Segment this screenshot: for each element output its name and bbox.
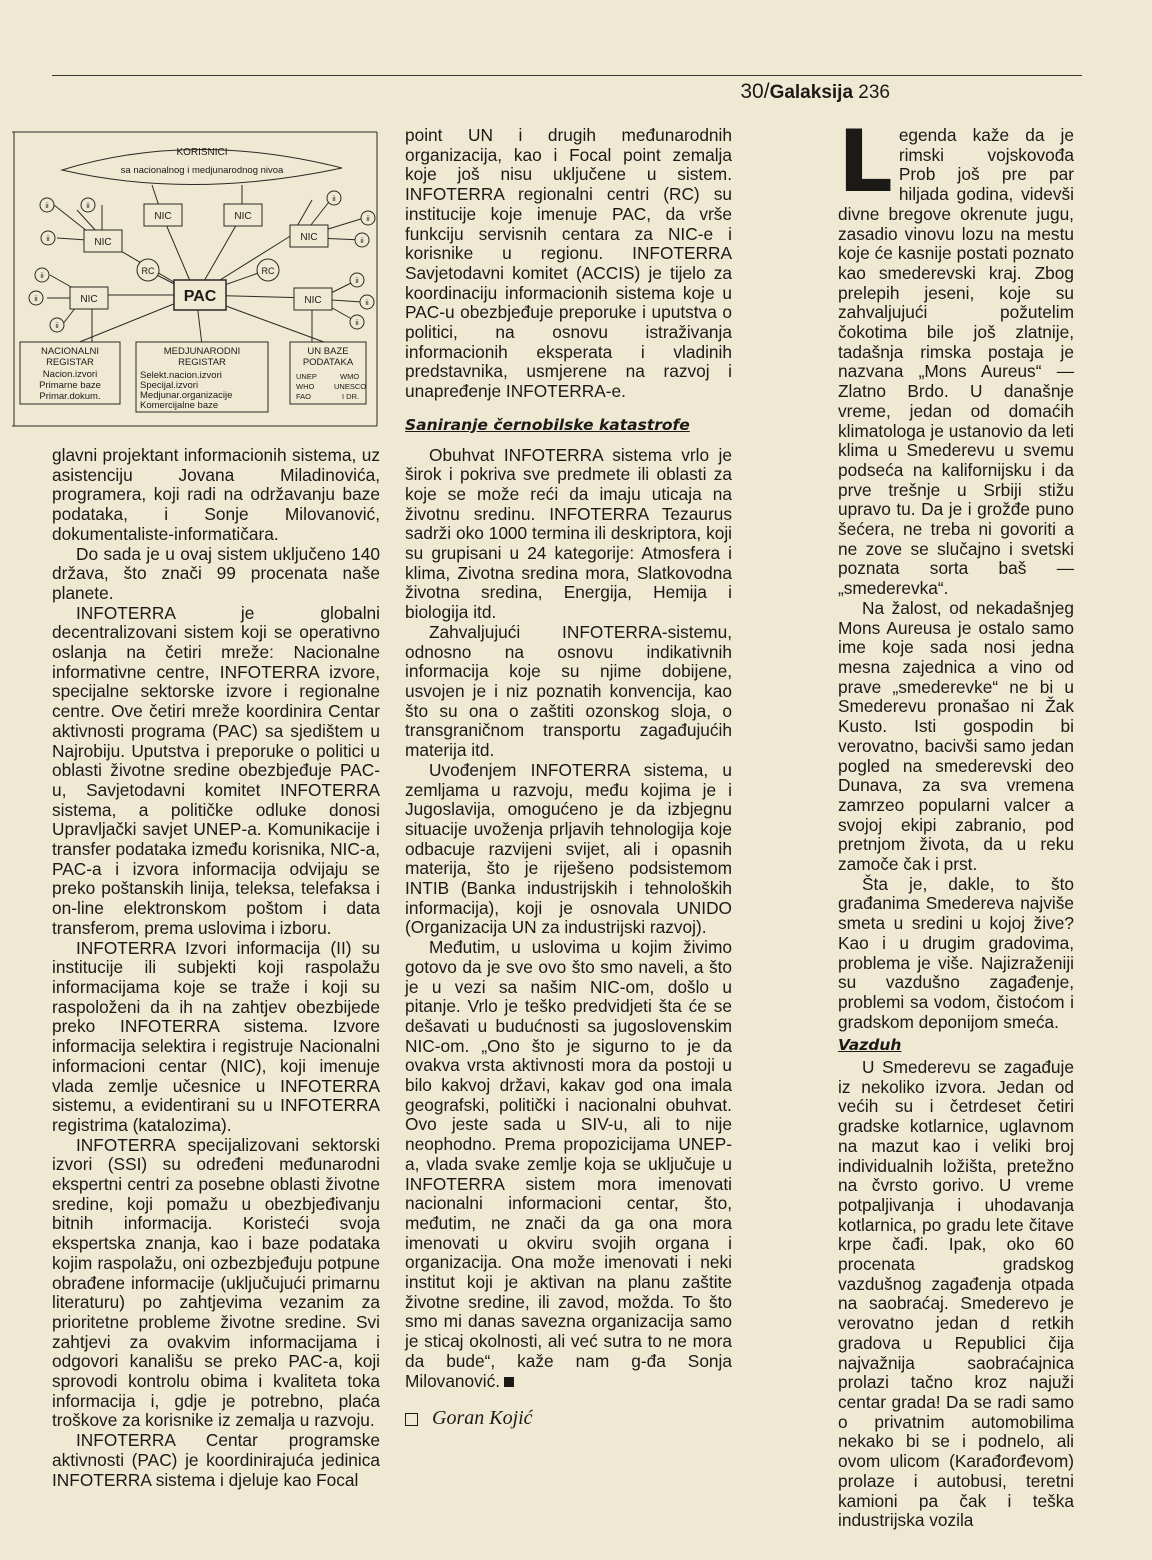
international-registry-item: Medjunar.organizacije — [140, 390, 233, 401]
ii-node: ii — [355, 276, 359, 285]
ii-node: ii — [40, 271, 44, 280]
section-subheading: Vazduh — [838, 1036, 902, 1055]
diagram-users-sub: sa nacionalnog i medjunarodnog nivoa — [120, 165, 284, 176]
un-org: FAO — [296, 392, 312, 401]
page-header — [740, 80, 890, 104]
ii-node: ii — [45, 201, 49, 210]
article-column-3 — [838, 112, 1074, 1531]
paragraph: Do sada je u ovaj sistem uključeno 140 država, što znači 99 procenata naše planete. — [52, 543, 380, 603]
paragraph: glavni projektant informacionih sistema, uz asistenciju Jovana Miladinovića, programera, koji radi na održavanju baze podataka, i Sonje Milovanović, dokumentaliste-informatičara. — [52, 445, 380, 544]
rc-node: RC — [141, 266, 155, 276]
un-org: WHO — [296, 382, 315, 391]
un-databases-title: PODATAKA — [302, 357, 354, 368]
author-name: Goran Kojić — [432, 1407, 533, 1430]
national-registry-title: NACIONALNI — [40, 346, 100, 357]
ii-node: ii — [366, 214, 370, 223]
ii-node: ii — [46, 234, 50, 243]
rc-node: RC — [261, 266, 275, 276]
international-registry-item: Specijal.izvori — [140, 380, 199, 391]
un-org: WMO — [340, 372, 360, 381]
national-registry-item: Nacion.izvori — [42, 369, 98, 380]
infoterra-network-diagram — [12, 130, 382, 430]
byline — [405, 1409, 732, 1429]
nic-node: NIC — [234, 211, 252, 222]
ii-node: ii — [355, 318, 359, 327]
un-org: I DR. — [342, 392, 360, 401]
nic-node: NIC — [94, 237, 112, 248]
box-icon — [405, 1413, 418, 1426]
issue-number: 236 — [858, 82, 890, 103]
end-of-article-mark — [504, 1377, 514, 1387]
national-registry-item: Primar.dokum. — [39, 391, 101, 402]
ii-node: ii — [55, 321, 59, 330]
national-registry-title: REGISTAR — [46, 357, 94, 368]
paragraph — [838, 112, 1074, 599]
paragraph: Šta je, dakle, to što građanima Smedereva najviše smeta u sredini u kojoj žive? Kao i u drugim gradovima, problema je više. Najizraženiji su vazdušno zagađenje, problemi sa vodom, čistoćom i gradskom deponijom smeća. — [838, 873, 1074, 1032]
paragraph: INFOTERRA specijalizovani sektorski izvori (SSI) su određeni međunarodni ekspertni centri za posebne oblasti životne sredine, koji pomažu u obezbjeđivanju bitnih informacija. Koristeći svoja ekspertska znanja, kao i baze podataka kojim raspolažu, oni ozbezbjeđuju potpune obrađene informacije (uključujući primarnu literaturu) po zahtjevima vezanim za prioritetne probleme životne sredine. Svi zahtjevi za ovakvim informacijama i odgovori kanališu se preko PAC-a, koji sprovodi kontrolu obima i kvaliteta toka informacija i, gdje je potrebno, plaća troškove za korisnike iz zemalja u razvoju. — [52, 1134, 380, 1431]
top-rule — [52, 75, 1082, 76]
ii-node: ii — [332, 194, 336, 203]
paragraph: point UN i drugih međunarodnih organizacija, kao i Focal point zemalja koje još nisu uključene u sistem. INFOTERRA regionalni centri (RC) su institucije koje imenuje PAC, da vrše funkciju servisnih centara za NIC-e i korisnike u regionu. INFOTERRA Savjetodavni komitet (ACCIS) je tijelo za koordinaciju informacionih sistema koje u PAC-u obezbjeđuje preporuke i uputstva o politici, na osnovu istraživanja informacionih eksperata i vladinih predstavnika, usmjerene na razvoj i unapređenje INFOTERRA-e. — [405, 125, 732, 402]
paragraph: INFOTERRA je globalni decentralizovani sistem koji se operativno oslanja na četiri mreže: Nacionalne informativne centre, INFOTERRA izvore, specijalne sektorske izvore i regionalne centre. Ove četiri mreže koordinira Centar aktivnosti programa (PAC) sa sjedištem u Najrobiju. Uputstva i preporuke o politici u oblasti životne sredine obezbjeđuje PAC-u, Savjetodavni komitet INFOTERRA sistema, a političke odluke donosi Upravljački savjet UNEP-a. Komunikacije i transfer podataka između korisnika, NIC-a, PAC-a i izvora informacija odvijaju se preko poštanskih linija, teleksa, telefaksa i on-line elektronskom poštom i data transferom, prema uslovima i izboru. — [52, 602, 380, 938]
ii-node: ii — [34, 294, 38, 303]
paragraph: U Smederevu se zagađuje iz nekoliko izvora. Jedan od većih su i četrdeset četiri gradske kotlarnice, uglavnom na mazut kao i veliki broj individualnih ložišta, pretežno na čvrsto gorivo. U vreme potpaljivanja i uhodavanja kotlarnica, po gradu lete čitave krpe čađi. Ipak, oko 60 procenata gradskog vazdušnog zagađenja otpada na saobraćaj. Smederevo je verovatno jedan d retkih gradova u Republici čija najvažnija saobraćajnica prolazi tačno kroz najuži centar grada! Da se radi samo o privatnim automobilima nekako bi se i podnelo, ali ovom ulicom (Karađorđevom) prolaze i autobusi, teretni kamioni pa čak i teška industrijska vozila — [838, 1057, 1074, 1531]
nic-node: NIC — [80, 294, 98, 305]
drop-cap: L — [838, 112, 893, 212]
paragraph: Obuhvat INFOTERRA sistema vrlo je širok i pokriva sve predmete ili oblasti za koje se može reći da imaju uticaja na životnu sredinu. INFOTERRA Tezaurus sadrži oko 1000 termina ili deskriptora, koji su grupisani u 24 kategorije: Atmosfera i klima, Zivotna sredina mora, Slatkovodna životna sredina, Energija, Hemija i biologija itd. — [405, 444, 732, 623]
diagram-users-label: KORISNICI — [176, 147, 228, 158]
article-column-1 — [52, 446, 380, 1490]
nic-node: NIC — [300, 232, 318, 243]
magazine-name: Galaksija — [769, 82, 854, 103]
international-registry-item: Komercijalne baze — [140, 400, 219, 411]
national-registry-item: Primarne baze — [39, 380, 101, 391]
un-databases-title: UN BAZE — [307, 346, 349, 357]
section-subheading: Saniranje černobilske katastrofe — [405, 415, 690, 434]
paragraph: Na žalost, od nekadašnjeg Mons Aureusa je ostalo samo ime koje sada nosi jedna mesna zajednica a vino od prave „smederevke“ ne bi u Smederevu pronašao ni Žak Kusto. Isti gospodin bi verovatno, bacivši samo jedan pogled na smederevski deo Dunava, za sva vremena zamrzeo popularni valcer a svojoj ekipi zabranio, pod pretnjom života, da u reku zamoče čak i prst. — [838, 597, 1074, 875]
international-registry-item: Selekt.nacion.izvori — [140, 370, 222, 381]
paragraph — [405, 938, 732, 1391]
ii-node: ii — [365, 298, 369, 307]
un-org: UNEP — [296, 372, 317, 381]
nic-node: NIC — [304, 295, 322, 306]
paragraph-text: egenda kaže da je rimski vojskovođa Prob još pre par hiljada godina, videvši divne bregove okrenute jugu, zasadio vinovu lozu na mestu koje će kasnije postati poznato kao smederevski kraj. Zbog prelepih jeseni, koje su zahvaljujući požutelim čokotima bile još zlatnije, tadašnja rimska postaja je nazvana „Mons Aureus“ — Zlatno Brdo. U današnje vreme, jedan od domaćih klimatologa je ustanovio da leti klima u Smederevu u svemu podseća na kalifornijsku i da prve trešnje u Srbiji stižu upravo tu. Da je i grožđe puno šećera, ne treba ni govoriti a ne zove se slučajno i svetski poznata sorta baš — „smederevka“. — [838, 125, 1074, 599]
un-org: UNESCO — [334, 382, 367, 391]
paragraph: Zahvaljujući INFOTERRA-sistemu, odnosno na osnovu indikativnih informacija koje su njime dobijene, usvojen je i niz poznatih konvencija, kao što su ona o zaštiti ozonskog sloja, o transgraničnom transportu zagađujućih materija itd. — [405, 621, 732, 761]
paragraph-text: Međutim, u uslovima u kojim živimo gotovo da je sve ovo što smo naveli, a što je u vezi sa našim NIC-om, došlo u pitanje. Vrlo je teško predvidjeti šta će se dešavati u budućnosti sa jugoslovenskim NIC-om. „Ono što je sigurno to je da ovakva vrsta aktivnosti mora da postoji u bilo kakvoj državi, kakav god ona imala geografski, politički i nacionalni obuhvat. Ovo jeste sada u SIV-u, ali to nije neophodno. Prema propozicijama UNEP-a, vlada svake zemlje koja se uključuje u INFOTERRA sistem mora imenovati nacionalni informacioni centar, što, međutim, ne znači da ga ona mora imenovati u okviru svojih organa i organizacija. Ona može imenovati i neki institut koji je aktivan na planu zaštite životne sredine, ili zavod, možda. To što smo mi danas savezna organizacija samo je sticaj okolnosti, ali već sutra to ne mora da bude“, kaže nam g-đa Sonja Milovanović. — [405, 937, 732, 1391]
page-number: 30/ — [740, 80, 770, 103]
nic-node: NIC — [154, 211, 172, 222]
ii-node: ii — [86, 201, 90, 210]
pac-node: PAC — [183, 288, 217, 305]
paragraph: INFOTERRA Izvori informacija (II) su institucije ili subjekti koji raspolažu informacijama koje se traže i koji su raspoloženi da ih na zahtjev obezbijede preko INFOTERRA sistema. Izvore informacija selektira i registruje Nacionalni informacioni centar (NIC), koji imenuje vlada zemlje učesnice u INFOTERRA sistemu, a evidentirani su u INFOTERRA registrima (katalozima). — [52, 937, 380, 1135]
ii-node: ii — [360, 236, 364, 245]
article-column-2 — [405, 126, 732, 1429]
paragraph: Uvođenjem INFOTERRA sistema, u zemljama u razvoju, među kojima je i Jugoslavija, omogućeno je da izbjegnu situacije uvoženja prljavih tehnologija koje odbacuje razvijeni svijet, ali i opasnih materija, što je riješeno podsistemom INTIB (Banka industrijskih i tehnoloških informacija), koji je osnovala UNIDO (Organizacija UN za industrijski razvoj). — [405, 759, 732, 938]
international-registry-title: MEDJUNARODNI — [163, 346, 241, 357]
paragraph: INFOTERRA Centar programske aktivnosti (PAC) je koordinirajuća jedinica INFOTERRA sistema i djeluje kao Focal — [52, 1430, 380, 1490]
international-registry-title: REGISTAR — [178, 357, 226, 368]
